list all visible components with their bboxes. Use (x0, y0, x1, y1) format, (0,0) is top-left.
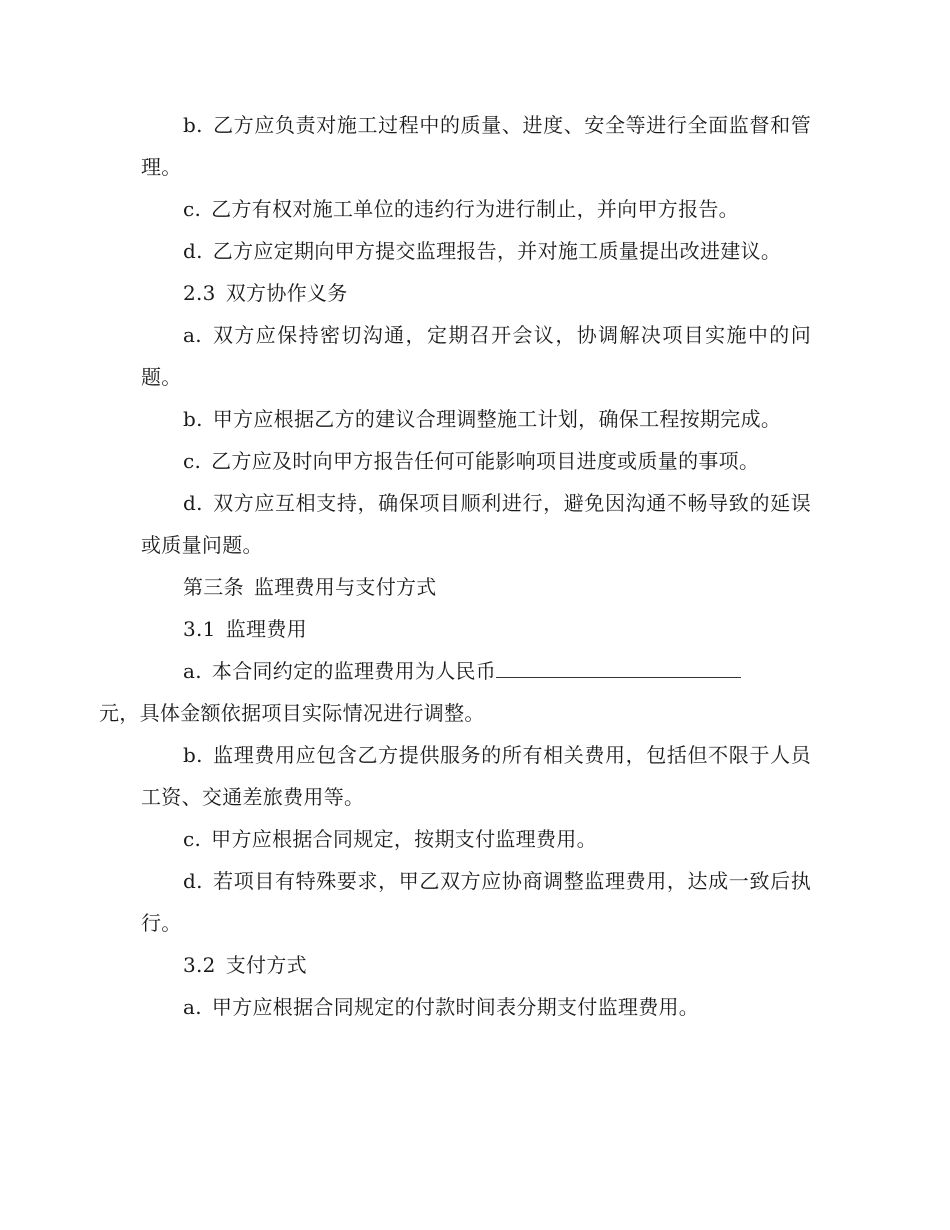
clause-3-2-a (141, 986, 811, 1028)
clause-label: a. (183, 323, 202, 347)
clause-2-3-b (141, 398, 811, 440)
clause-label: a. (183, 659, 202, 683)
section-title: 双方协作义务 (225, 281, 348, 305)
clause-2-3-c (141, 440, 811, 482)
clause-2-3-d (141, 482, 811, 566)
clause-3-1-b (141, 734, 811, 818)
clause-label: b. (183, 743, 203, 767)
section-heading-2-3 (141, 272, 811, 314)
clause-text: 若项目有特殊要求，甲乙双方应协商调整监理费用，达成一致后执行。 (141, 869, 811, 935)
section-heading-3-2 (141, 944, 811, 986)
clause-2-3-a (141, 314, 811, 398)
clause-3-1-c (141, 818, 811, 860)
clause-label: d. (183, 869, 203, 893)
clause-text: 双方应互相支持，确保项目顺利进行，避免因沟通不畅导致的延误或质量问题。 (141, 491, 811, 557)
clause-label: c. (183, 197, 202, 221)
clause-text: 甲方应根据合同规定，按期支付监理费用。 (211, 827, 597, 851)
clause-text: 乙方应及时向甲方报告任何可能影响项目进度或质量的事项。 (211, 449, 760, 473)
clause-label: d. (183, 239, 203, 263)
clause-label: a. (183, 995, 202, 1019)
article-heading-3 (141, 566, 811, 608)
article-title: 监理费用与支付方式 (253, 575, 437, 599)
section-title: 支付方式 (225, 953, 307, 977)
clause-text: 甲方应根据合同规定的付款时间表分期支付监理费用。 (211, 995, 700, 1019)
clause-text: 乙方应定期向甲方提交监理报告，并对施工质量提出改进建议。 (212, 239, 782, 263)
article-number: 第三条 (183, 575, 244, 599)
clause-2-2-d (141, 230, 811, 272)
clause-2-2-c (141, 188, 811, 230)
clause-text: 监理费用应包含乙方提供服务的所有相关费用，包括但不限于人员工资、交通差旅费用等。 (141, 743, 811, 809)
document-body (99, 104, 811, 1028)
clause-text: 乙方应负责对施工过程中的质量、进度、安全等进行全面监督和管理。 (141, 113, 811, 179)
clause-3-1-d (141, 860, 811, 944)
section-title: 监理费用 (225, 617, 307, 641)
fee-amount-blank (496, 657, 741, 678)
clause-label: b. (183, 407, 203, 431)
clause-text-before-blank: 本合同约定的监理费用为人民币 (211, 659, 497, 683)
clause-text: 乙方有权对施工单位的违约行为进行制止，并向甲方报告。 (211, 197, 739, 221)
clause-text: 双方应保持密切沟通，定期召开会议，协调解决项目实施中的问题。 (141, 323, 811, 389)
clause-text: 甲方应根据乙方的建议合理调整施工计划，确保工程按期完成。 (212, 407, 782, 431)
clause-label: c. (183, 449, 202, 473)
clause-text-after-blank: 元，具体金额依据项目实际情况进行调整。 (99, 701, 485, 725)
section-number: 3.2 (183, 953, 216, 977)
clause-label: b. (183, 113, 203, 137)
section-number: 2.3 (183, 281, 216, 305)
clause-2-2-b (141, 104, 811, 188)
clause-3-1-a (99, 650, 811, 734)
clause-label: c. (183, 827, 202, 851)
section-heading-3-1 (141, 608, 811, 650)
clause-label: d. (183, 491, 203, 515)
section-number: 3.1 (183, 617, 216, 641)
